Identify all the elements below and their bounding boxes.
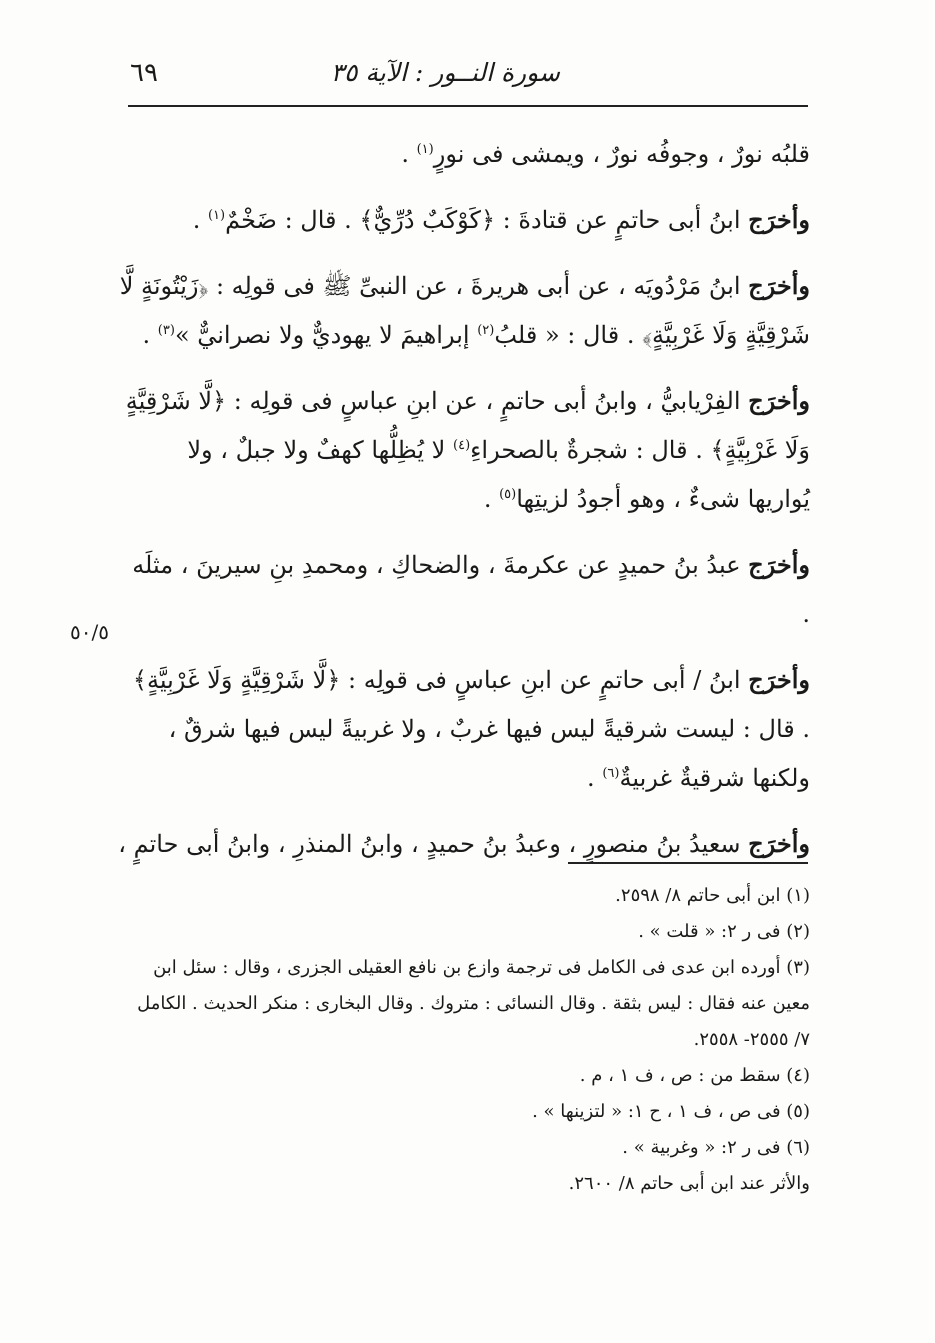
footnote-marker: (٦) (602, 766, 620, 781)
paragraph-text: ابنُ مَرْدُويَه ، عن أبى هريرةَ ، عن النبىِّ ﷺ فى قولِه : ﴿زَيْتُونَةٍ لَّا شَرْقِيَّةٍ وَلَا غَرْبِيَّةٍ﴾ . قال : « قلبُ (119, 272, 810, 349)
footnote-rule (568, 862, 808, 864)
paragraph-lead: وأخرَج (748, 550, 810, 579)
paragraph-tail: . (192, 206, 208, 234)
paragraph-lead: وأخرَج (748, 386, 810, 415)
page-number: ٦٩ (130, 58, 158, 88)
paragraph-lead: وأخرَج (748, 205, 810, 234)
paragraph (118, 130, 810, 179)
paragraph-text: ابنُ / أبى حاتمٍ عن ابنِ عباسٍ فى قولِه : ﴿لَّا شَرْقِيَّةٍ وَلَا غَرْبِيَّةٍ﴾ . قال : ليست شرقيةً ليس فيها غربٌ ، ولا غربيةً ليس فيها شرقٌ ، ولكنها شرقيةٌ غربيةٌ (132, 666, 810, 792)
paragraph-text: ابنُ أبى حاتمٍ عن قتادةَ : ﴿كَوْكَبٌ دُرِّيٌّ﴾ . قال : ضَخْمٌ (225, 206, 749, 234)
running-title: سورة النــور : الآية ٣٥ (330, 58, 560, 87)
footnote: (٥) فى ص ، ف ١ ، ح ١: « لتزينها » . (532, 1101, 810, 1122)
footnote-marker: (١) (416, 142, 434, 157)
paragraph-tail: . (401, 140, 417, 168)
footnote-marker: (٣) (157, 323, 175, 338)
paragraph (118, 376, 810, 524)
footnote: (٤) سقط من : ص ، ف ١ ، م . (579, 1065, 810, 1086)
footnote: (٢) فى ر ٢: « قلت » . (638, 921, 810, 942)
page-header (120, 58, 810, 98)
footnote-marker: (١) (207, 208, 226, 223)
paragraph (118, 655, 810, 803)
header-rule (128, 105, 808, 107)
paragraph-text-continued: إبراهيمَ لا يهوديٌّ ولا نصرانيٌّ » (174, 321, 478, 349)
footnotes (128, 878, 810, 1202)
paragraph (118, 261, 810, 360)
paragraph (118, 195, 810, 245)
footnote-marker: (٢) (477, 323, 495, 338)
footnote-marker: (٤) (453, 438, 471, 453)
paragraph-tail: . (142, 321, 158, 349)
paragraph-text-continued: لا يُظِلُّها كهفٌ ولا جبلٌ ، ولا يُواريها شىءٌ ، وهو أجودُ لزيتِها (187, 436, 810, 513)
paragraph-text: الفِرْيابيُّ ، وابنُ أبى حاتمٍ ، عن ابنِ عباسٍ فى قولِه : ﴿لَّا شَرْقِيَّةٍ وَلَا غَرْبِيَّةٍ﴾ . قال : شجرةٌ بالصحراءِ (125, 387, 810, 464)
margin-reference: ٥٠/٥ (70, 620, 109, 644)
paragraph-text: قلبُه نورٌ ، وجوفُه نورٌ ، ويمشى فى نورٍ (433, 140, 810, 168)
footnote: (١) ابن أبى حاتم ٨/ ٢٥٩٨. (615, 885, 810, 906)
footnote-marker: (٥) (499, 487, 517, 502)
paragraph-text: عبدُ بنُ حميدٍ عن عكرمةَ ، والضحاكِ ، ومحمدِ بنِ سيرينَ ، مثلَه . (132, 551, 810, 628)
footnote: (٦) فى ر ٢: « وغربية » . (622, 1137, 810, 1158)
paragraph-lead: وأخرَج (748, 271, 810, 300)
paragraph-tail: . (483, 485, 500, 513)
paragraph-text: سعيدُ بنُ منصورٍ ، وعبدُ بنُ حميدٍ ، وابنُ المنذرِ ، وابنُ أبى حاتمٍ ، (118, 830, 749, 858)
paragraph-tail: . (587, 764, 603, 792)
footnote: (٣) أورده ابن عدى فى الكامل فى ترجمة وازع بن نافع العقيلى الجزرى ، وقال : سئل ابن معين عنه فقال : ليس بثقة . وقال النسائى : متروك . وقال البخارى : منكر الحديث . الكامل ٧/ ٢٥٥٥- ٢٥٥٨. (137, 957, 810, 1050)
footnote: والأثر عند ابن أبى حاتم ٨/ ٢٦٠٠. (568, 1173, 810, 1194)
body-text (118, 130, 810, 885)
paragraph-lead: وأخرَج (748, 665, 810, 694)
paragraph (118, 540, 810, 639)
paragraph-lead: وأخرَج (748, 829, 810, 858)
